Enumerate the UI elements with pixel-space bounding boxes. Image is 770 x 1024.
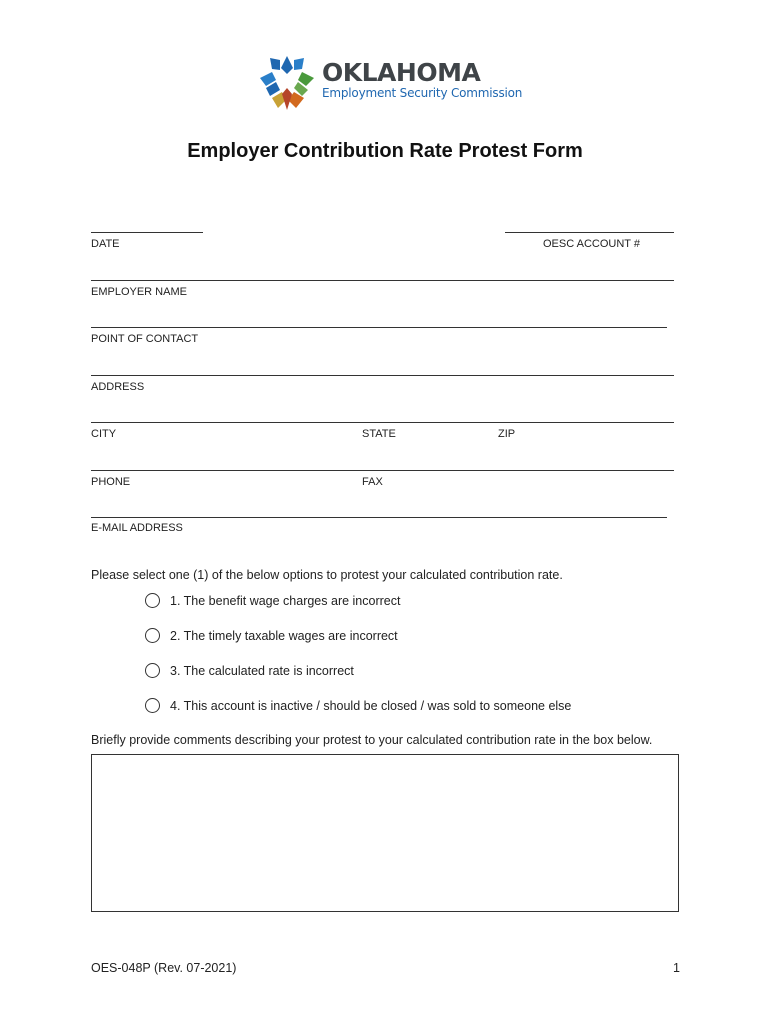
oesc-logo xyxy=(258,54,523,112)
select-instructions: Please select one (1) of the below options to protest your calculated contribution rate. xyxy=(91,568,563,582)
star-logo-icon xyxy=(258,54,316,112)
email-field-line[interactable] xyxy=(91,517,667,518)
option-3-label: 3. The calculated rate is incorrect xyxy=(170,664,354,678)
phone-fax-field-line[interactable] xyxy=(91,470,674,471)
comments-instructions: Briefly provide comments describing your protest to your calculated contribution rate in the box below. xyxy=(91,733,653,747)
date-field-line[interactable] xyxy=(91,232,203,233)
option-3-radio[interactable] xyxy=(145,663,160,678)
account-label: OESC ACCOUNT # xyxy=(543,238,640,250)
option-1-radio[interactable] xyxy=(145,593,160,608)
employer-name-label: EMPLOYER NAME xyxy=(91,286,187,298)
phone-label: PHONE xyxy=(91,476,131,488)
comments-box[interactable] xyxy=(91,754,679,912)
option-2-label: 2. The timely taxable wages are incorrect xyxy=(170,629,398,643)
form-number: OES-048P (Rev. 07-2021) xyxy=(91,961,237,975)
employer-name-field-line[interactable] xyxy=(91,280,674,281)
logo-title: OKLAHOMA xyxy=(322,58,481,87)
point-of-contact-field-line[interactable] xyxy=(91,327,667,328)
page-number: 1 xyxy=(673,961,680,975)
email-label: E-MAIL ADDRESS xyxy=(91,522,183,534)
fax-label: FAX xyxy=(362,476,383,488)
option-1-label: 1. The benefit wage charges are incorrect xyxy=(170,594,401,608)
city-state-zip-field-line[interactable] xyxy=(91,422,674,423)
form-title: Employer Contribution Rate Protest Form xyxy=(187,140,583,162)
option-4-label: 4. This account is inactive / should be closed / was sold to someone else xyxy=(170,699,572,713)
address-label: ADDRESS xyxy=(91,381,145,393)
city-label: CITY xyxy=(91,428,117,440)
zip-label: ZIP xyxy=(498,428,516,440)
logo-subtitle: Employment Security Commission xyxy=(322,86,523,100)
option-2-radio[interactable] xyxy=(145,628,160,643)
date-label: DATE xyxy=(91,238,120,250)
state-label: STATE xyxy=(362,428,396,440)
account-field-line[interactable] xyxy=(505,232,674,233)
point-of-contact-label: POINT OF CONTACT xyxy=(91,333,199,345)
option-4-radio[interactable] xyxy=(145,698,160,713)
address-field-line[interactable] xyxy=(91,375,674,376)
